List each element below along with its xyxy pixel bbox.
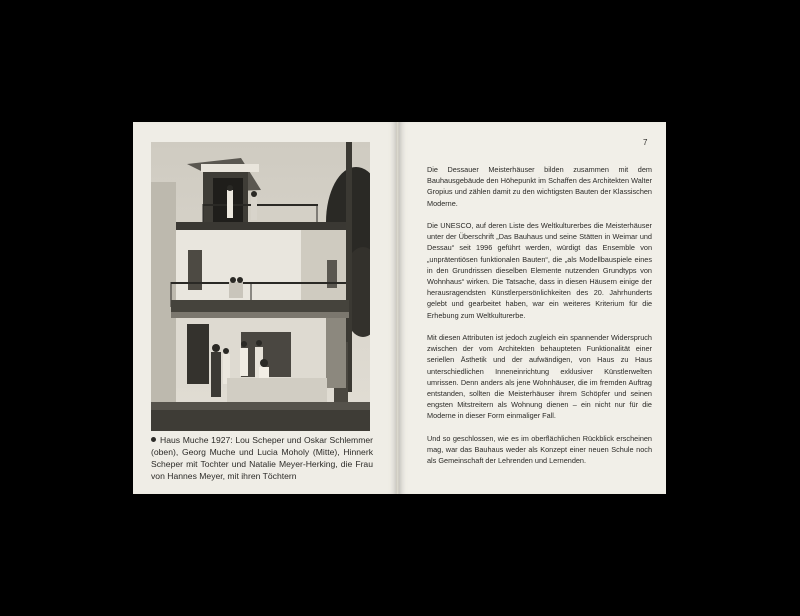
bullet-icon [151, 437, 156, 442]
paragraph: Die Dessauer Meisterhäuser bilden zusammen mit dem Bauhausgebäude den Höhepunkt im Schaffen des Architekten Walter Gropius und zählen damit zu den wichtigsten Bauten der Klassischen Moderne. [427, 165, 652, 208]
paragraph: Die UNESCO, auf deren Liste des Weltkulturerbes die Meisterhäuser unter der Überschrift „Das Bauhaus und seine Stätten in Weimar und Dessau“ seit 1996 geführt werden, würdigt das Ensemble von „unprätentiösen funktionalen Bauten“, die „als Modellbauspiele eines in den Grundrissen dieselben Elemente nutzenden Grundtyps von Wohnhaus“ wirken. Die Tatsache, dass in diesen Häusern einige der herausragendsten Künstlerpersönlichkeiten des 20. Jahrhunderts gelebt und gearbeitet haben, war ein weiteres Kriterium für die Erhebung zum Weltkulturerbe. [427, 221, 652, 320]
book-gutter [396, 122, 399, 494]
body-text [427, 164, 652, 478]
paragraph: Mit diesen Attributen ist jedoch zugleich ein spannender Widerspruch zwischen der vom Architekten behaupteten Funktionalität einer seriellen Ästhetik und der aufwändigen, von Haus zu Haus unterschiedlichen Inneneinrichtung exklusiver Künstlerwelten umrissen. Denn anders als jene Wohnhäuser, die im fremden Auftrag entstanden, sollten die Meisterhäuser ihrem Schöpfer und seinen engsten Mitstreitern als Wohnung dienen – ein nicht nur für die Moderne in dieser Form einmaliger Fall. [427, 333, 652, 421]
house-photo [151, 142, 370, 431]
paragraph: Und so geschlossen, wie es im oberflächlichen Rückblick erscheinen mag, war das Bauhaus weder als Konzept einer neuen Schule noch als Gemeinschaft der Lehrenden und Lernenden. [427, 433, 652, 466]
page-number: 7 [643, 138, 648, 147]
caption-text: Haus Muche 1927: Lou Scheper und Oskar Schlemmer (oben), Georg Muche und Lucia Moholy (Mitte), Hinnerk Scheper mit Tochter und Natalie Meyer-Herking, die Frau von Hannes Meyer, mit ihren Töchtern [151, 435, 373, 482]
photo-caption [151, 434, 373, 482]
